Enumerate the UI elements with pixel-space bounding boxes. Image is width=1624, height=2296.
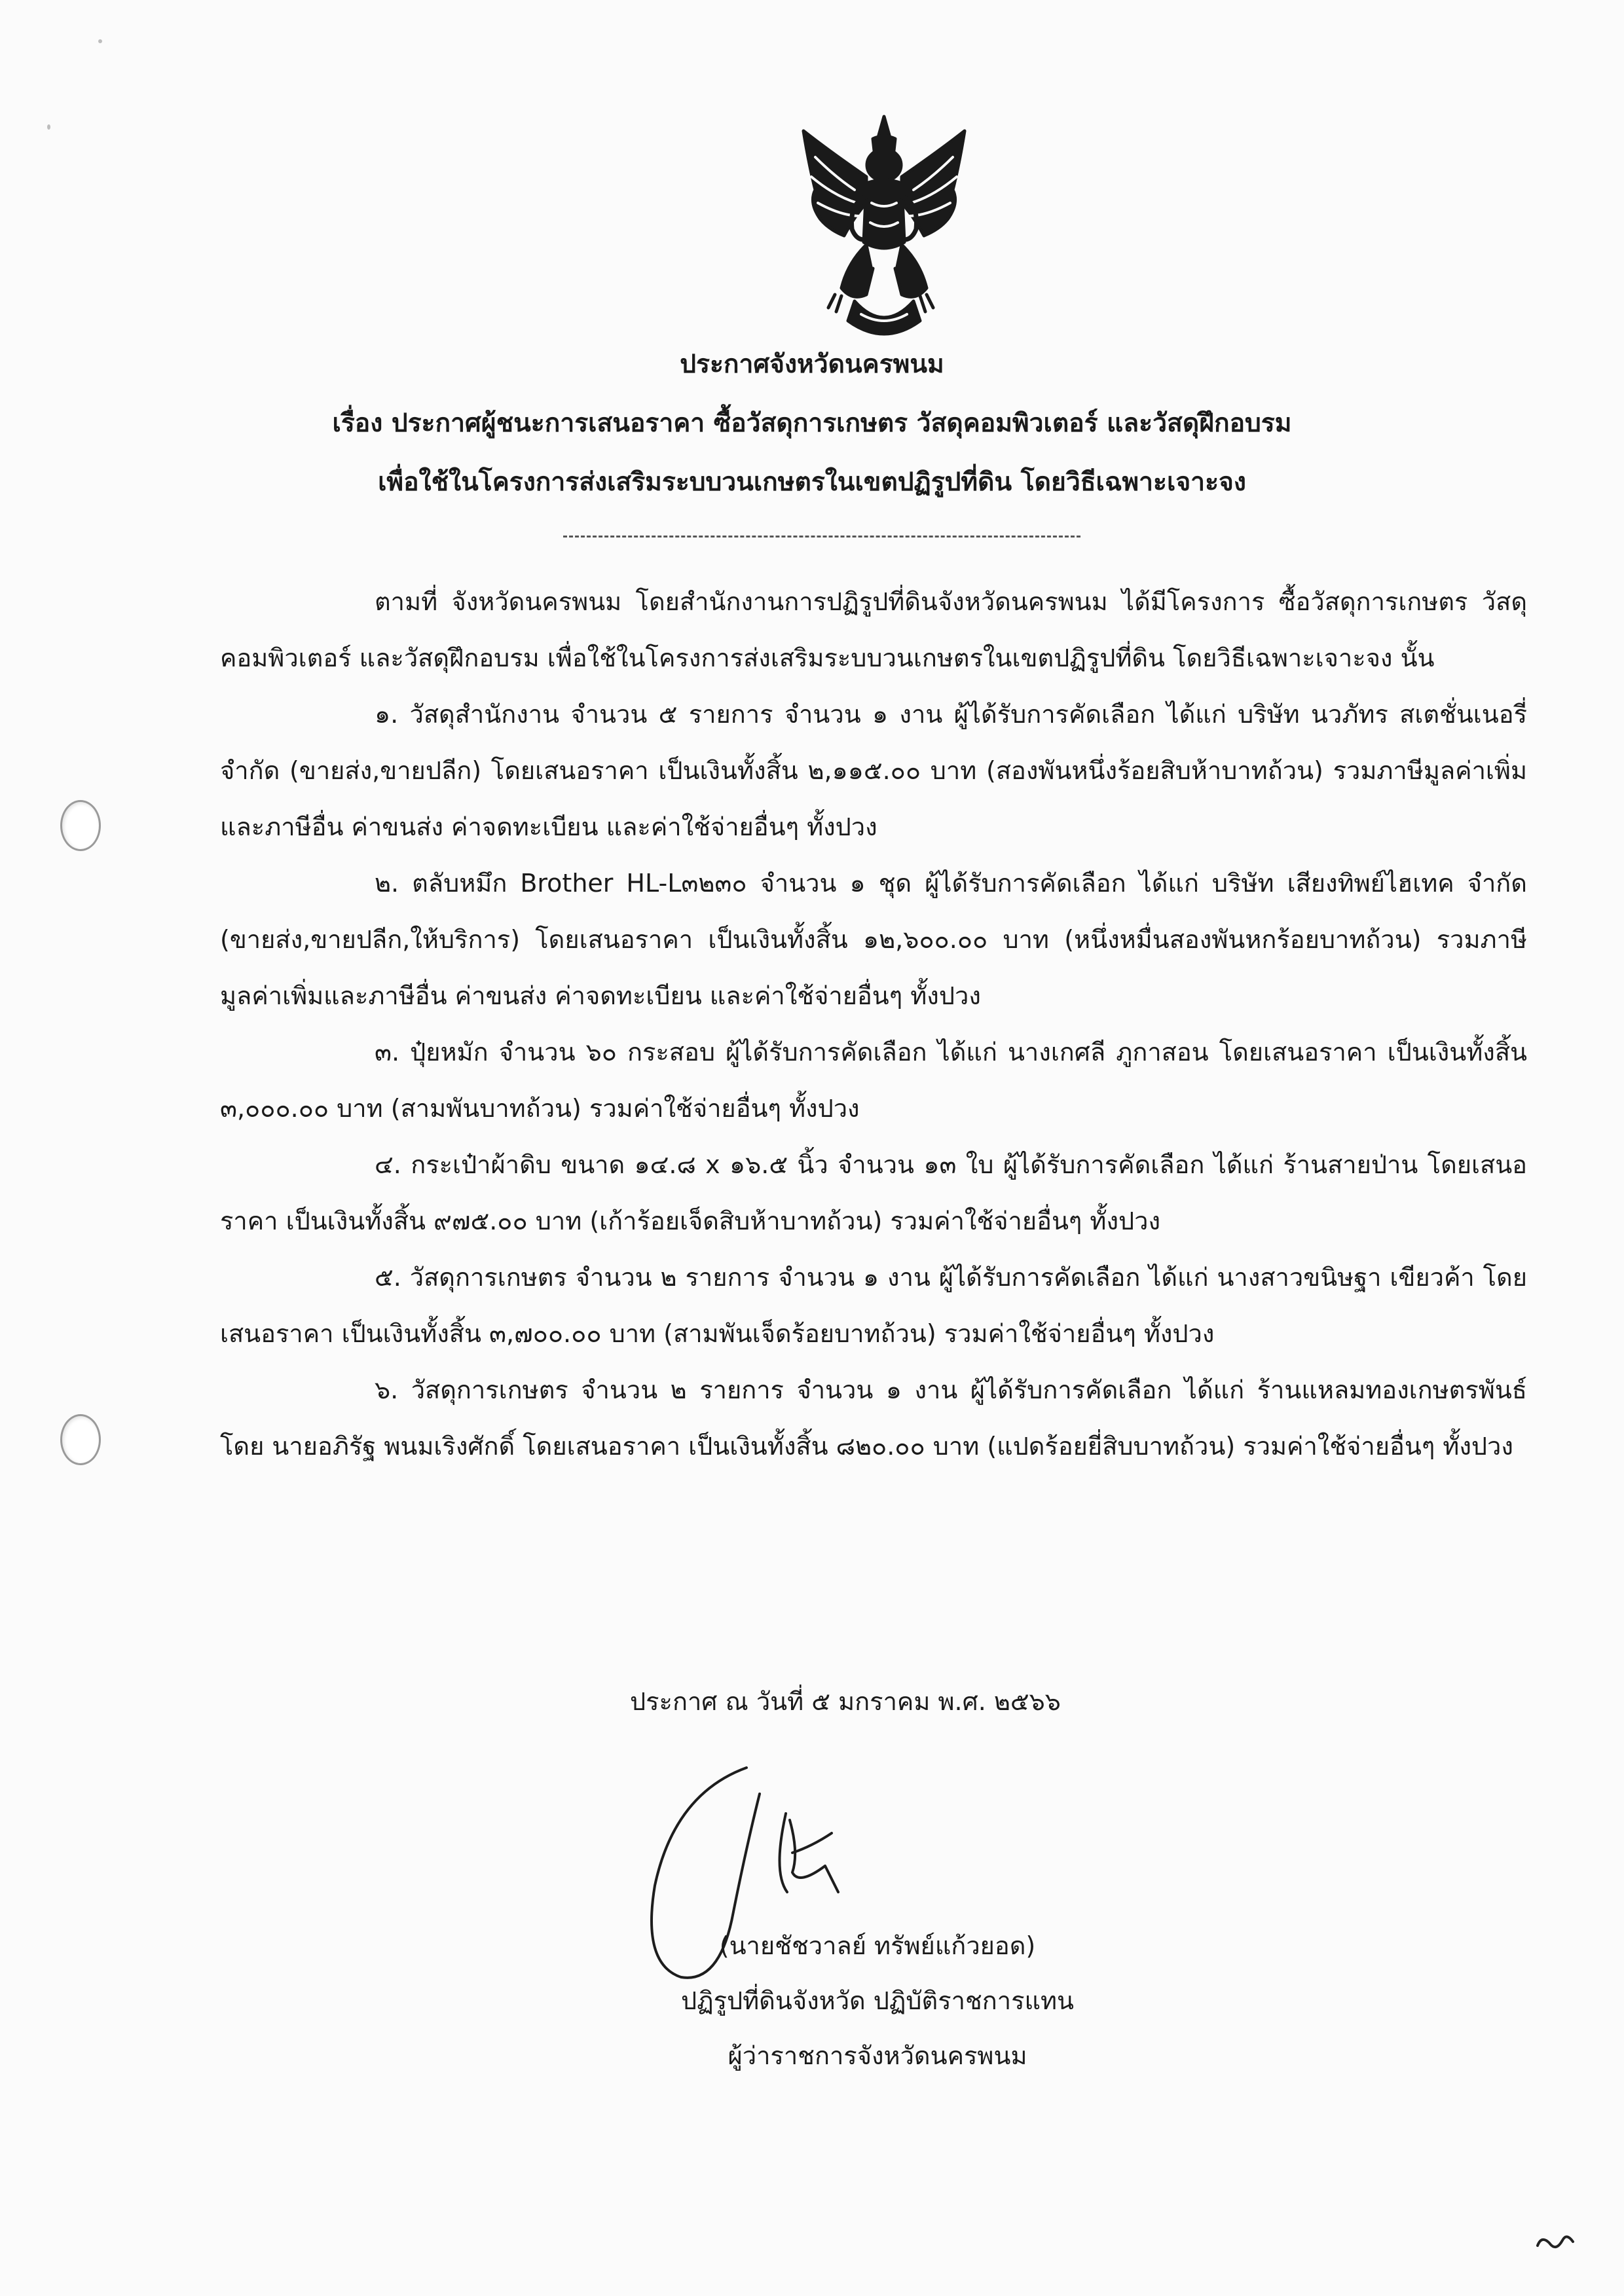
punch-hole-bottom <box>60 1414 101 1465</box>
list-item: ๕. วัสดุการเกษตร จำนวน ๒ รายการ จำนวน ๑ งาน ผู้ได้รับการคัดเลือก ได้แก่ นางสาวขนิษฐา เขียวค้า โดยเสนอราคา เป็นเงินทั้งสิ้น ๓,๗๐๐.๐๐ บาท (สามพันเจ็ดร้อยบาทถ้วน) รวมค่าใช้จ่ายอื่นๆ ทั้งปวง <box>220 1263 1527 1348</box>
signature-block <box>648 1918 1107 2083</box>
paper-speck <box>98 39 102 43</box>
announcement-date: ประกาศ ณ วันที่ ๕ มกราคม พ.ศ. ๒๕๖๖ <box>630 1687 1061 1716</box>
paper-speck <box>47 124 50 130</box>
subject-line-2: เพื่อใช้ในโครงการส่งเสริมระบบวนเกษตรในเขตปฏิรูปที่ดิน โดยวิธีเฉพาะเจาะจง <box>378 467 1246 497</box>
list-item: ๔. กระเป๋าผ้าดิบ ขนาด ๑๔.๘ x ๑๖.๕ นิ้ว จำนวน ๑๓ ใบ ผู้ได้รับการคัดเลือก ได้แก่ ร้านสายป่าน โดยเสนอราคา เป็นเงินทั้งสิ้น ๙๗๕.๐๐ บาท (เก้าร้อยเจ็ดสิบห้าบาทถ้วน) รวมค่าใช้จ่ายอื่นๆ ทั้งปวง <box>220 1150 1527 1235</box>
dashed-divider <box>563 536 1080 538</box>
document-title: ประกาศจังหวัดนครพนม <box>680 350 944 379</box>
signer-position-1: ปฏิรูปที่ดินจังหวัด ปฏิบัติราชการแทน <box>680 1986 1075 2015</box>
intro-paragraph: ตามที่ จังหวัดนครพนม โดยสำนักงานการปฏิรูปที่ดินจังหวัดนครพนม ได้มีโครงการ ซื้อวัสดุการเกษตร วัสดุคอมพิวเตอร์ และวัสดุฝึกอบรม เพื่อใช้ในโครงการส่งเสริมระบบวนเกษตรในเขตปฏิรูปที่ดิน โดยวิธีเฉพาะเจาะจง นั้น <box>220 587 1527 672</box>
signer-name: (นายชัชวาลย์ ทรัพย์แก้วยอด) <box>719 1931 1036 1960</box>
list-item: ๒. ตลับหมึก Brother HL-L๓๒๓๐ จำนวน ๑ ชุด ผู้ได้รับการคัดเลือก ได้แก่ บริษัท เสียงทิพย์ไฮเทค จำกัด (ขายส่ง,ขายปลีก,ให้บริการ) โดยเสนอราคา เป็นเงินทั้งสิ้น ๑๒,๖๐๐.๐๐ บาท (หนึ่งหมื่นสองพันหกร้อยบาทถ้วน) รวมภาษีมูลค่าเพิ่มและภาษีอื่น ค่าขนส่ง ค่าจดทะเบียน และค่าใช้จ่ายอื่นๆ ทั้งปวง <box>220 869 1527 1010</box>
garuda-emblem-icon <box>789 105 979 347</box>
subject-line-1: เรื่อง ประกาศผู้ชนะการเสนอราคา ซื้อวัสดุการเกษตร วัสดุคอมพิวเตอร์ และวัสดุฝึกอบรม <box>332 409 1292 438</box>
list-item: ๓. ปุ๋ยหมัก จำนวน ๖๐ กระสอบ ผู้ได้รับการคัดเลือก ได้แก่ นางเกศลี ภูกาสอน โดยเสนอราคา เป็นเงินทั้งสิ้น ๓,๐๐๐.๐๐ บาท (สามพันบาทถ้วน) รวมค่าใช้จ่ายอื่นๆ ทั้งปวง <box>220 1038 1527 1123</box>
announcement-body <box>220 574 1527 1474</box>
signer-position-2: ผู้ว่าราชการจังหวัดนครพนม <box>728 2041 1027 2070</box>
handwritten-page-mark <box>1532 2226 1578 2259</box>
list-item: ๑. วัสดุสำนักงาน จำนวน ๕ รายการ จำนวน ๑ งาน ผู้ได้รับการคัดเลือก ได้แก่ บริษัท นวภัทร สเตชั่นเนอรี่ จำกัด (ขายส่ง,ขายปลีก) โดยเสนอราคา เป็นเงินทั้งสิ้น ๒,๑๑๕.๐๐ บาท (สองพันหนึ่งร้อยสิบห้าบาทถ้วน) รวมภาษีมูลค่าเพิ่มและภาษีอื่น ค่าขนส่ง ค่าจดทะเบียน และค่าใช้จ่ายอื่นๆ ทั้งปวง <box>220 700 1527 841</box>
punch-hole-top <box>60 800 101 851</box>
list-item: ๖. วัสดุการเกษตร จำนวน ๒ รายการ จำนวน ๑ งาน ผู้ได้รับการคัดเลือก ได้แก่ ร้านแหลมทองเกษตรพันธ์ โดย นายอภิรัฐ พนมเริงศักดิ์ โดยเสนอราคา เป็นเงินทั้งสิ้น ๘๒๐.๐๐ บาท (แปดร้อยยี่สิบบาทถ้วน) รวมค่าใช้จ่ายอื่นๆ ทั้งปวง <box>220 1376 1527 1461</box>
